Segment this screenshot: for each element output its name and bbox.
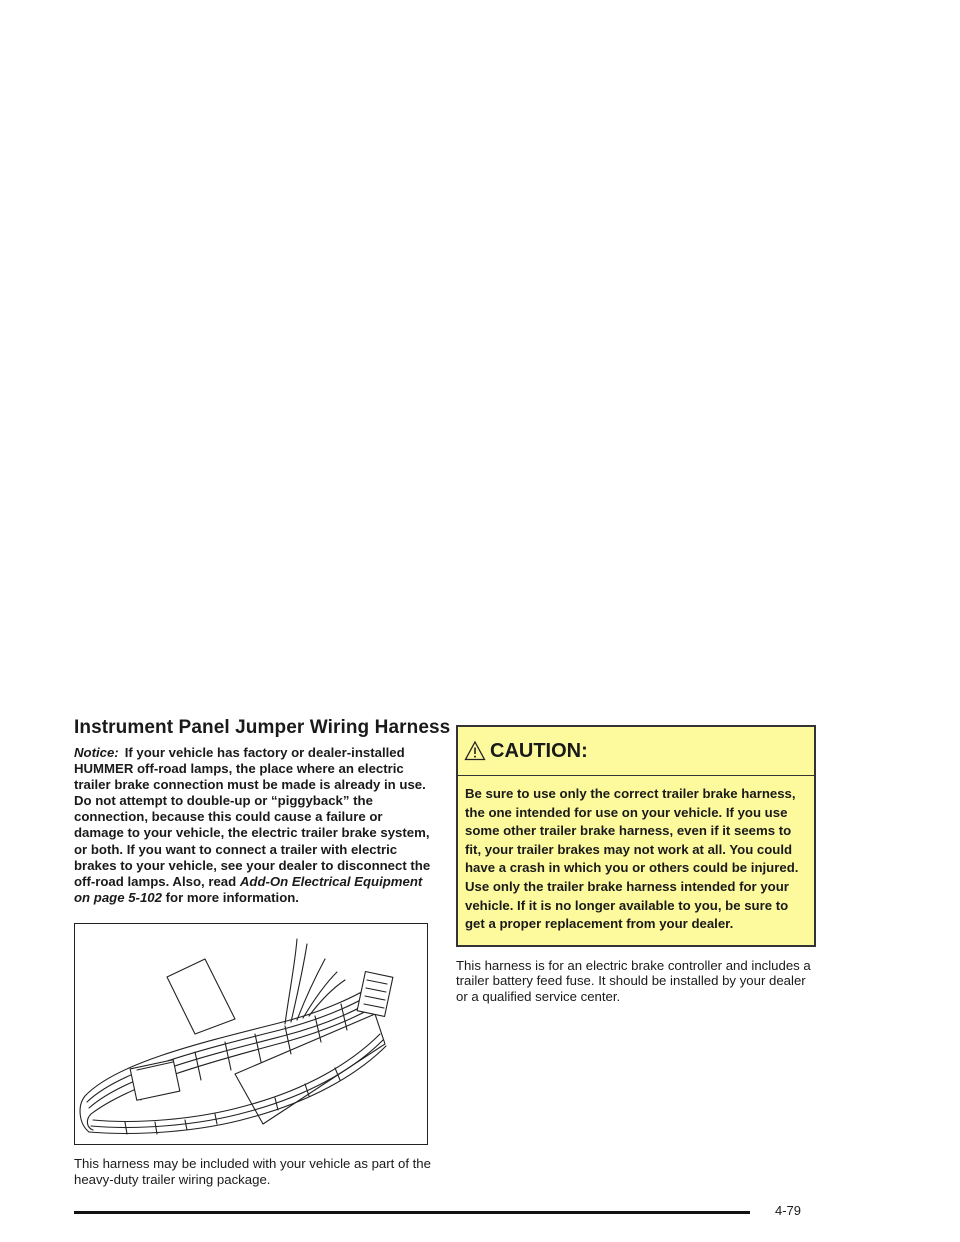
left-column [74,717,451,1187]
notice-reference-link[interactable]: Add-On Electrical Equipment on page 5-102 [74,873,423,905]
harness-caption: This harness may be included with your vehicle as part of the heavy-duty trailer wiring package. [74,1155,431,1187]
footer-rule [74,1211,750,1214]
caution-header [458,727,814,776]
caution-title: CAUTION: [490,739,588,762]
right-column [456,725,818,1005]
caution-triangle-icon [464,740,486,762]
wiring-harness-illustration-icon [75,924,426,1143]
caution-text: Be sure to use only the correct trailer brake harness, the one intended for use on your vehicle. If you use some other trailer brake harness, even if it seems to fit, your trailer brakes may not work at all. You could have a crash in which you or others could be injured. Use only the trailer brake harness intended for your vehicle. If it is no longer available to you, be sure to get a proper replacement from your dealer. [465,786,799,932]
notice-text-2: for more information. [165,889,299,905]
notice-paragraph [74,745,434,906]
wiring-harness-figure [74,923,428,1145]
caution-box [456,725,816,947]
notice-label: Notice: [74,745,119,760]
section-title: Instrument Panel Jumper Wiring Harness [74,717,451,738]
page-number: 4-79 [775,1203,802,1218]
harness-description: This harness is for an electric brake controller and includes a trailer battery feed fuse. It should be installed by your dealer or a qualified service center. [456,957,811,1004]
notice-text-1: If your vehicle has factory or dealer-installed HUMMER off-road lamps, the place where an electric trailer brake connection must be made is already in use. Do not attempt to double-up or “piggyback” the connection, because this could cause a failure or damage to your vehicle, the electric trailer brake system, or both. If you want to connect a trailer with electric brakes to your vehicle, see your dealer to disconnect the off-road lamps. Also, read [74,745,431,889]
